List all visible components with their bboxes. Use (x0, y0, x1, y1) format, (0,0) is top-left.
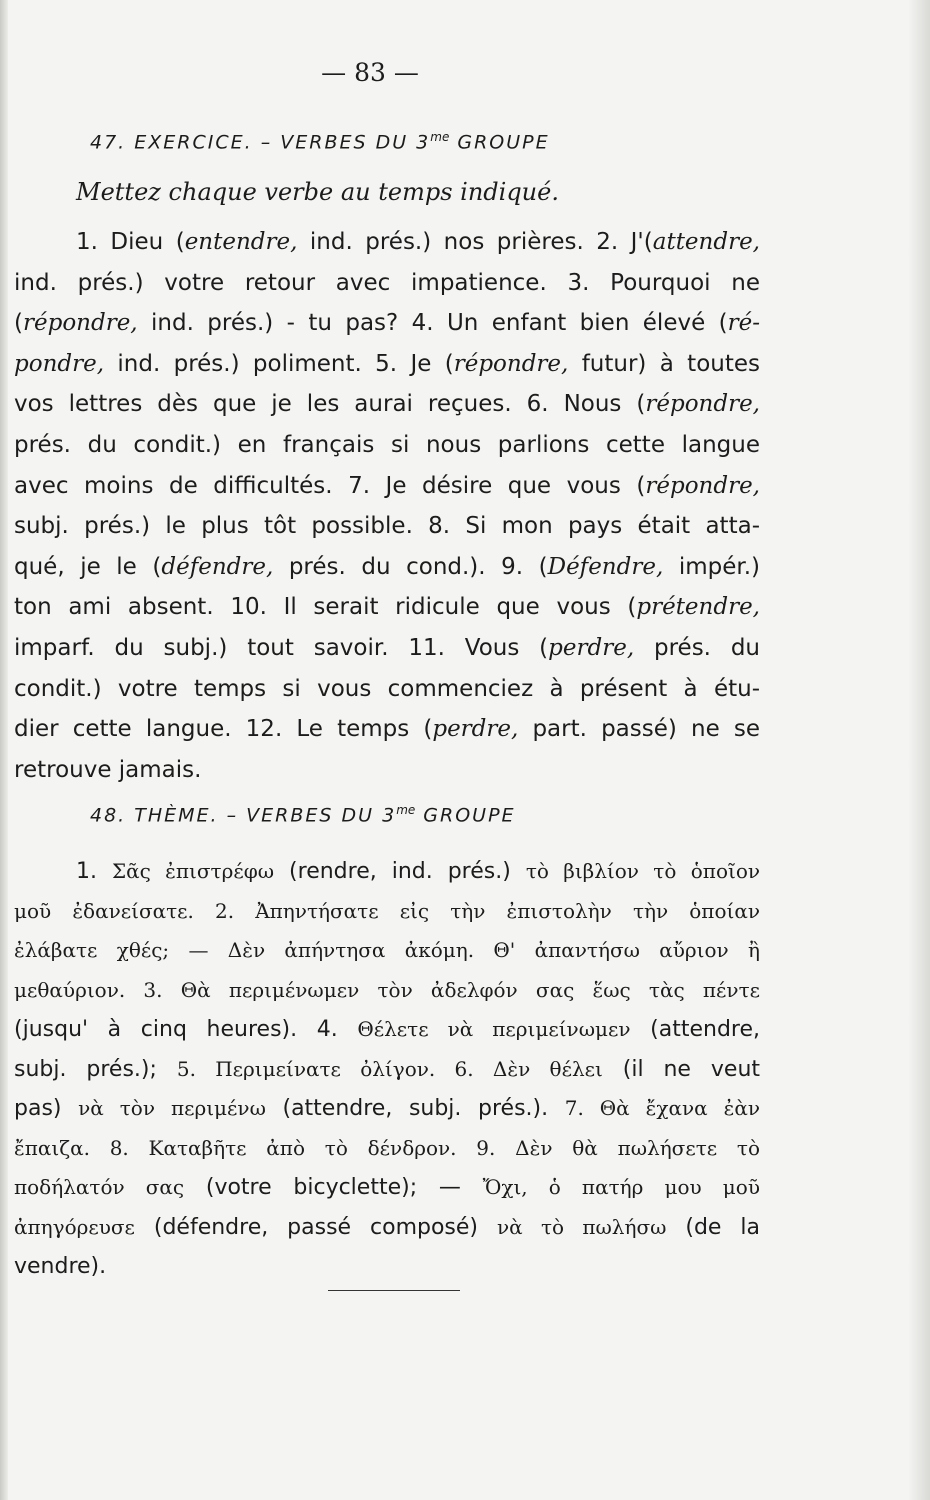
text-line (14, 344, 760, 385)
text-segment: (il ne veut (602, 1056, 760, 1082)
text-segment: ton ami absent. 10. Il serait ridicule que vous ( (14, 594, 637, 621)
text-line (14, 425, 760, 466)
greek-segment: μεθαύριον. 3. Θὰ περιμένωμεν τὸν ἀδελφόν σας ἕως τὰς πέντε (14, 977, 760, 1002)
italic-segment: entendre, (184, 229, 298, 255)
text-line (14, 709, 760, 750)
text-segment: qué, je le ( (14, 553, 162, 580)
text-segment: (attendre, subj. prés.). (265, 1096, 565, 1121)
theme-body (14, 852, 760, 1287)
text-segment: (jusqu' à cinq heures). 4. (14, 1017, 358, 1042)
text-segment: (défendre, passé composé) (134, 1214, 497, 1240)
text-segment: 1. Dieu ( (76, 229, 185, 255)
exercise-heading-sup: me (430, 130, 450, 144)
text-segment: prés. du cond.). 9. ( (273, 553, 548, 580)
text-segment: retrouve jamais. (14, 756, 202, 783)
text-line (14, 931, 760, 971)
exercise-heading-text: 47. EXERCICE. – VERBES DU 3 (90, 131, 431, 154)
text-segment: prés. du (634, 634, 760, 661)
italic-segment: attendre, (652, 229, 760, 255)
text-line (14, 547, 760, 588)
text-segment: avec moins de difficultés. 7. Je désire que vous ( (14, 472, 646, 499)
text-line (14, 1208, 760, 1248)
text-line (14, 587, 760, 628)
exercise-instruction: Mettez chaque verbe au temps indiqué. (76, 178, 559, 206)
text-segment: pas) (14, 1096, 79, 1121)
page-number: — 83 — (321, 58, 419, 87)
text-segment: vendre). (14, 1254, 107, 1279)
text-segment: 1. (76, 859, 112, 884)
greek-segment: Ὄχι, ὁ πατήρ μου μοῦ (482, 1175, 760, 1199)
text-segment: condit.) votre temps si vous commenciez à présent à étu- (14, 675, 760, 702)
italic-segment: répondre, (645, 391, 760, 418)
text-line (14, 1168, 760, 1208)
text-segment: futur) à toutes (568, 350, 760, 377)
italic-segment: pondre, (14, 350, 105, 377)
page-left-edge (0, 0, 8, 1500)
theme-heading-sup: me (396, 803, 416, 817)
text-line (14, 750, 760, 791)
text-line (14, 263, 760, 304)
italic-segment: répondre, (453, 350, 569, 377)
text-segment: ind. prés.) votre retour avec impatience. 3. Pourquoi ne (14, 269, 760, 296)
greek-segment: Θέλετε νὰ περιμείνωμεν (357, 1017, 631, 1041)
italic-segment: Défendre, (547, 553, 664, 580)
greek-segment: 5. Περιμείνατε ὀλίγον. 6. Δὲν θέλει (176, 1056, 603, 1081)
text-segment: subj. prés.) le plus tôt possible. 8. Si mon pays était atta- (14, 513, 760, 540)
italic-segment: prétendre, (636, 594, 760, 621)
text-segment: vos lettres dès que je les aurai reçues. 6. Nous ( (14, 391, 646, 418)
text-line (14, 1247, 760, 1287)
page-right-edge (908, 0, 930, 1500)
text-line (14, 852, 760, 892)
text-segment: (votre bicyclette); — (184, 1175, 483, 1200)
text-segment: (rendre, ind. prés.) (274, 859, 526, 884)
text-line (14, 892, 760, 932)
text-segment: subj. prés.); (14, 1056, 177, 1082)
italic-segment: ré- (727, 310, 760, 337)
exercise-heading-suffix: GROUPE (449, 131, 550, 154)
text-line (14, 506, 760, 547)
text-segment: ind. prés.) poliment. 5. Je ( (104, 350, 454, 377)
greek-segment: 7. Θὰ ἔχανα ἐὰν (564, 1096, 760, 1120)
italic-segment: perdre, (548, 634, 635, 661)
greek-segment: ἀπηγόρευσε (14, 1214, 135, 1239)
greek-segment: Σᾶς ἐπιστρέφω (111, 859, 275, 883)
text-line (14, 971, 760, 1011)
text-segment: ind. prés.) - tu pas? 4. Un enfant bien élevé ( (137, 310, 728, 337)
greek-segment: ἔπαιζα. 8. Καταβῆτε ἀπὸ τὸ δένδρον. 9. Δὲν θὰ πωλήσετε τὸ (14, 1135, 760, 1160)
text-line (14, 669, 760, 710)
text-segment: part. passé) ne se (518, 716, 760, 743)
end-rule (328, 1290, 460, 1291)
theme-heading (90, 803, 710, 826)
exercise-heading (90, 130, 710, 153)
text-line (14, 628, 760, 669)
italic-segment: défendre, (161, 553, 274, 580)
text-segment: impér.) (663, 553, 760, 580)
greek-segment: ποδήλατόν σας (14, 1175, 185, 1199)
greek-segment: νὰ τὸ πωλήσω (496, 1214, 667, 1239)
text-line (14, 222, 760, 263)
text-segment: (de la (666, 1214, 760, 1240)
greek-segment: μοῦ ἐδανείσατε. 2. Ἀπηντήσατε εἰς τὴν ἐπιστολὴν τὴν ὁποίαν (14, 898, 760, 923)
greek-segment: ἐλάβατε χθές; — Δὲν ἀπήντησα ἀκόμη. Θ' ἀπαντήσω αὔριον ἢ (14, 938, 760, 962)
text-line (14, 1089, 760, 1129)
greek-segment: τὸ βιβλίον τὸ ὁποῖον (525, 859, 760, 883)
text-line (14, 1010, 760, 1050)
italic-segment: répondre, (22, 310, 138, 337)
text-segment: (attendre, (630, 1017, 760, 1042)
text-segment: ( (14, 310, 23, 337)
text-segment: imparf. du subj.) tout savoir. 11. Vous ( (14, 634, 549, 661)
text-line (14, 303, 760, 344)
text-segment: ind. prés.) nos prières. 2. J'( (297, 229, 653, 255)
text-line (14, 1050, 760, 1090)
theme-heading-text: 48. THÈME. – VERBES DU 3 (90, 804, 397, 827)
exercise-body (14, 222, 760, 790)
italic-segment: répondre, (645, 472, 760, 499)
theme-heading-suffix: GROUPE (415, 804, 516, 827)
italic-segment: perdre, (432, 716, 519, 743)
text-segment: prés. du condit.) en français si nous parlions cette langue (14, 431, 760, 458)
text-line (14, 384, 760, 425)
text-segment: dier cette langue. 12. Le temps ( (14, 716, 433, 743)
text-line (14, 1129, 760, 1169)
text-line (14, 466, 760, 507)
greek-segment: νὰ τὸν περιμένω (78, 1096, 266, 1120)
